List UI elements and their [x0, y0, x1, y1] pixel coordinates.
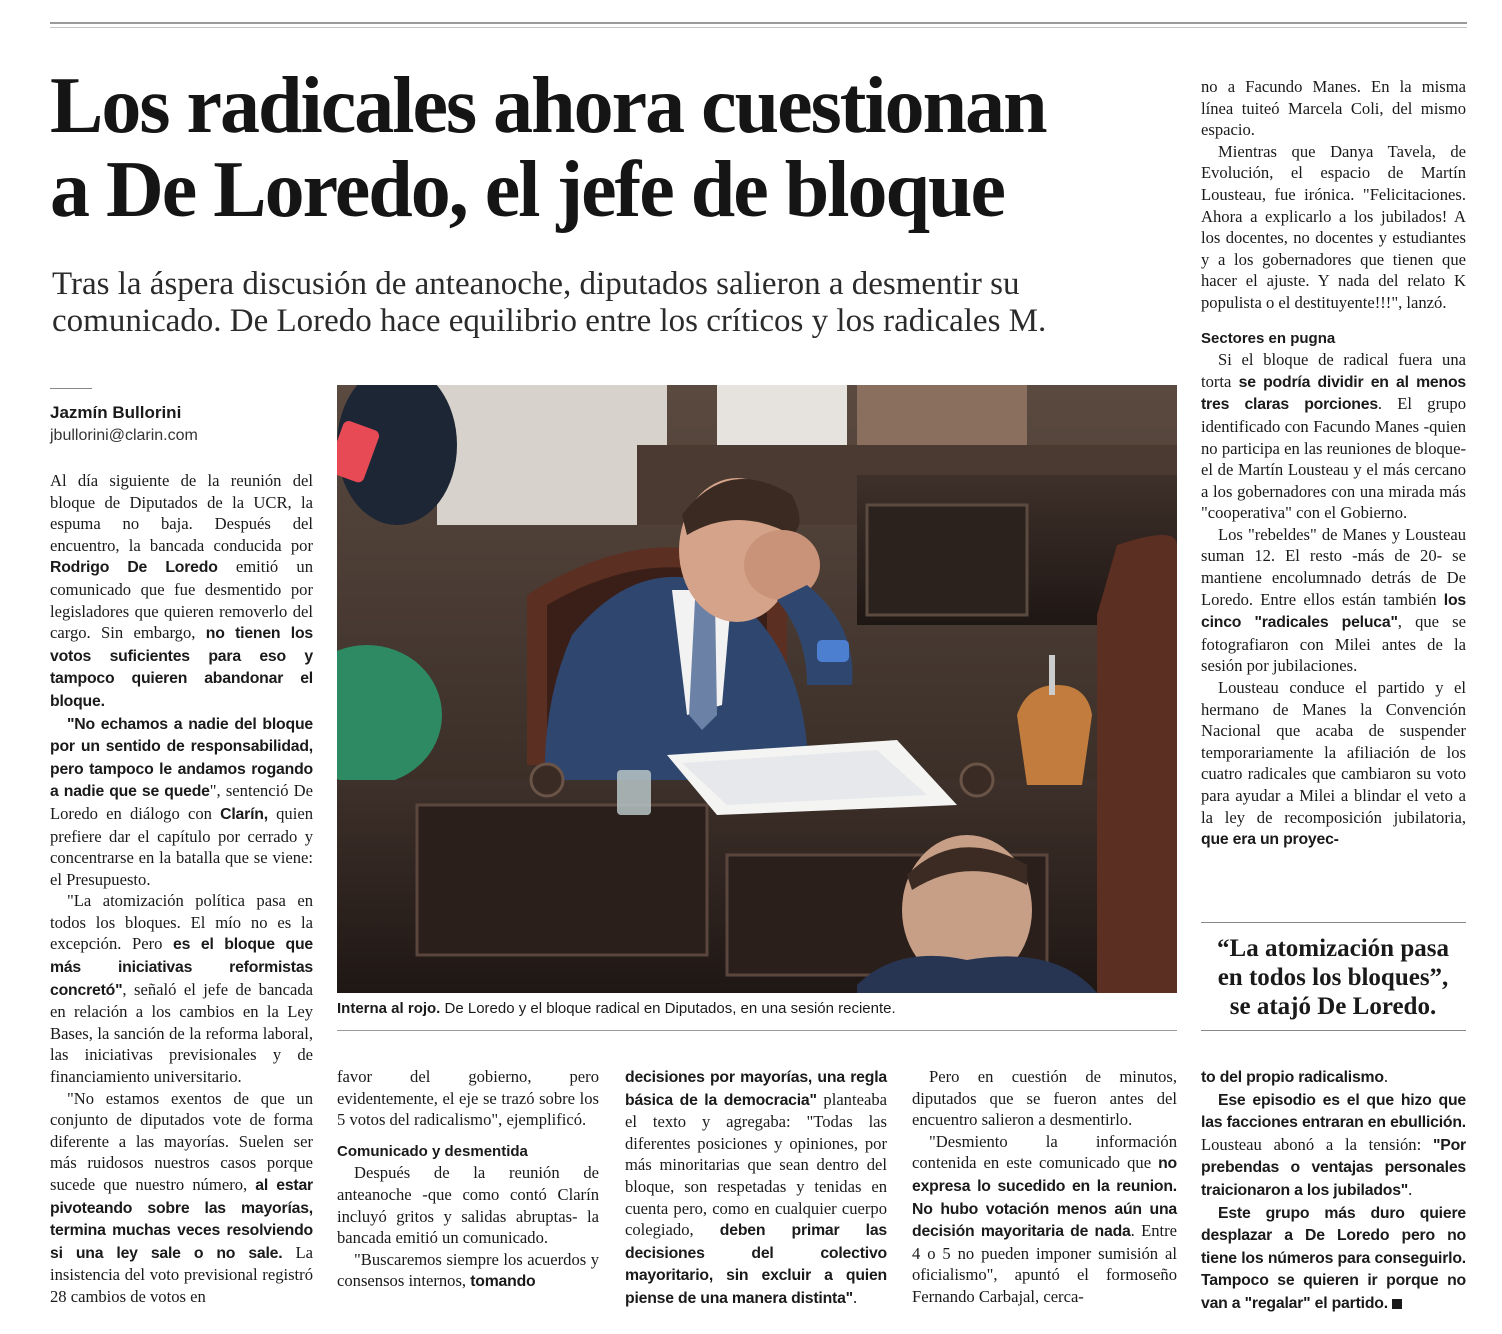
headline-line-1: Los radicales ahora cuestionan [50, 62, 1046, 150]
top-rule-thin [50, 27, 1467, 28]
body-column-2 [337, 1066, 599, 1293]
pull-quote [1195, 934, 1471, 1021]
caption-lead: Interna al rojo. [337, 1000, 441, 1017]
byline [50, 403, 198, 445]
paragraph: Pero en cuestión de minutos, diputados que se fueron antes del encuentro salieron a desmentirlo. [912, 1067, 1177, 1130]
paragraph: favor del gobierno, pero evidentemente, el eje se trazó sobre los 5 votos del radicalismo", ejemplificó. [337, 1067, 599, 1130]
end-of-article-mark [1392, 1299, 1402, 1309]
body-column-1 [50, 470, 313, 1308]
byline-rule [50, 388, 92, 389]
article-photo [337, 385, 1177, 993]
paragraph: Mientras que Danya Tavela, de Evolución, el espacio de Martín Lousteau, fue irónica. "Felicitaciones. Ahora a explicarlo a los jubilados! A los docentes, no docentes y estudiantes y a los gobernadores que tienen que hacer el ajuste. Y nada del relato K populista o el destituyente!!!", lanzó. [1201, 141, 1466, 312]
headline [50, 64, 1190, 232]
body-column-4 [912, 1066, 1177, 1308]
subhead: Comunicado y desmentida [337, 1142, 528, 1160]
photo-illustration [337, 385, 1177, 993]
body-column-3 [625, 1066, 887, 1310]
body-column-5-top [1201, 76, 1466, 851]
body-column-5-bottom [1201, 1066, 1466, 1315]
paragraph: Lousteau conduce el partido y el hermano de Manes la Convención Nacional que acaba de suspender temporariamente la afiliación de los cuatro radicales que cambiaron su voto para ayudar a Milei a blindar el veto a la ley de recomposición jubilatoria, que era un proyec- [1201, 678, 1466, 849]
pull-quote-line-2: en todos los bloques”, [1217, 964, 1449, 991]
pullquote-rule [1201, 922, 1466, 923]
paragraph: Ese episodio es el que hizo que las facciones entraran en ebullición. Lousteau abonó a la tensión: "Por prebendas o ventajas personales traicionaron a los jubilados". [1201, 1091, 1466, 1199]
caption-text: De Loredo y el bloque radical en Diputados, en una sesión reciente. [440, 1000, 896, 1017]
paragraph: Los "rebeldes" de Manes y Lousteau suman 12. El resto -más de 20- se mantiene encolumnado detrás de De Loredo. Entre ellos están también los cinco "radicales peluca", que se fotografiaron con Milei antes de la sesión por jubilaciones. [1201, 524, 1466, 676]
author-email[interactable]: jbullorini@clarin.com [50, 427, 198, 444]
headline-line-2: a De Loredo, el jefe de bloque [50, 146, 1004, 234]
paragraph: Al día siguiente de la reunión del bloque de Diputados de la UCR, la espuma no baja. Después del encuentro, la bancada conducida por Rodrigo De Loredo emitió un comunicado que fue desmentido por legisladores que quieren removerlo del cargo. Sin embargo, no tienen los votos suficientes para eso y tampoco quieren abandonar el bloque. [50, 471, 313, 710]
author-name: Jazmín Bullorini [50, 403, 182, 422]
paragraph: decisiones por mayorías, una regla básica de la democracia" planteaba el texto y agregaba: "Todas las diferentes posiciones y opiniones, por más minoritarias que sean dentro del bloque, son respetadas y tenidas en cuenta pero, como en cualquier cuerpo colegiado, deben primar las decisiones del colectivo mayoritario, sin excluir a quien piense de una manera distinta". [625, 1069, 887, 1307]
paragraph: Este grupo más duro quiere desplazar a De Loredo pero no tiene los números para conseguirlo. Tampoco se quieren ir porque no van a "regalar" el partido. [1201, 1204, 1466, 1312]
deck-line-2: comunicado. De Loredo hace equilibrio entre los críticos y los radicales M. [52, 303, 1047, 339]
paragraph: to del propio radicalismo. [1201, 1067, 1388, 1086]
pull-quote-line-3: se atajó De Loredo. [1229, 993, 1437, 1020]
deck-line-1: Tras la áspera discusión de anteanoche, diputados salieron a desmentir su [52, 266, 1020, 302]
photo-caption [337, 1000, 1177, 1017]
paragraph: "La atomización política pasa en todos los bloques. El mío no es la excepción. Pero es el bloque que más iniciativas reformistas concretó", señaló el jefe de bancada en relación a los cambios en la Ley Bases, la sanción de la reforma laboral, las iniciativas previsionales y de financiamiento universitario. [50, 891, 313, 1087]
paragraph: "No estamos exentos de que un conjunto de diputados vote de forma diferente a las mayorías. Suelen ser más ruidosos nuestros casos porque sucede que nuestro número, al estar pivoteando sobre las mayorías, termina muchas veces resolviendo si una ley sale o no sale. La insistencia del voto previsional registró 28 cambios de votos en [50, 1088, 313, 1306]
top-rule [50, 22, 1467, 24]
caption-rule [337, 1030, 1177, 1031]
paragraph: Después de la reunión de anteanoche -que como contó Clarín incluyó gritos y salidas abruptas- la bancada emitió un comunicado. [337, 1163, 599, 1248]
paragraph: no a Facundo Manes. En la misma línea tuiteó Marcela Coli, del mismo espacio. [1201, 77, 1466, 140]
paragraph: "No echamos a nadie del bloque por un sentido de responsabilidad, pero tampoco le andamos rogando a nadie que se quede", sentenció De Loredo en diálogo con Clarín, quien prefiere dar el capítulo por cerrado y concentrarse en la batalla que se viene: el Presupuesto. [50, 715, 313, 889]
paragraph: "Desmiento la información contenida en este comunicado que no expresa lo sucedido en la reunion. No hubo votación menos aún una decisión mayoritaria de nada. Entre 4 o 5 no pueden imponer sumisión al oficialismo", apuntó el formoseño Fernando Carbajal, cerca- [912, 1131, 1178, 1306]
paragraph: "Buscaremos siempre los acuerdos y consensos internos, tomando [337, 1249, 599, 1291]
pull-quote-line-1: “La atomización pasa [1217, 935, 1449, 962]
subhead: Sectores en pugna [1201, 329, 1336, 347]
pullquote-rule-bottom [1201, 1030, 1466, 1031]
paragraph: Si el bloque de radical fuera una torta se podría dividir en al menos tres claras porciones. El grupo identificado con Facundo Manes -quien no participa en las reuniones de bloque- el de Martín Lousteau y el más cercano a los gobernadores con una mirada más "cooperativa" con el Gobierno. [1201, 350, 1466, 523]
deck [52, 266, 1192, 340]
